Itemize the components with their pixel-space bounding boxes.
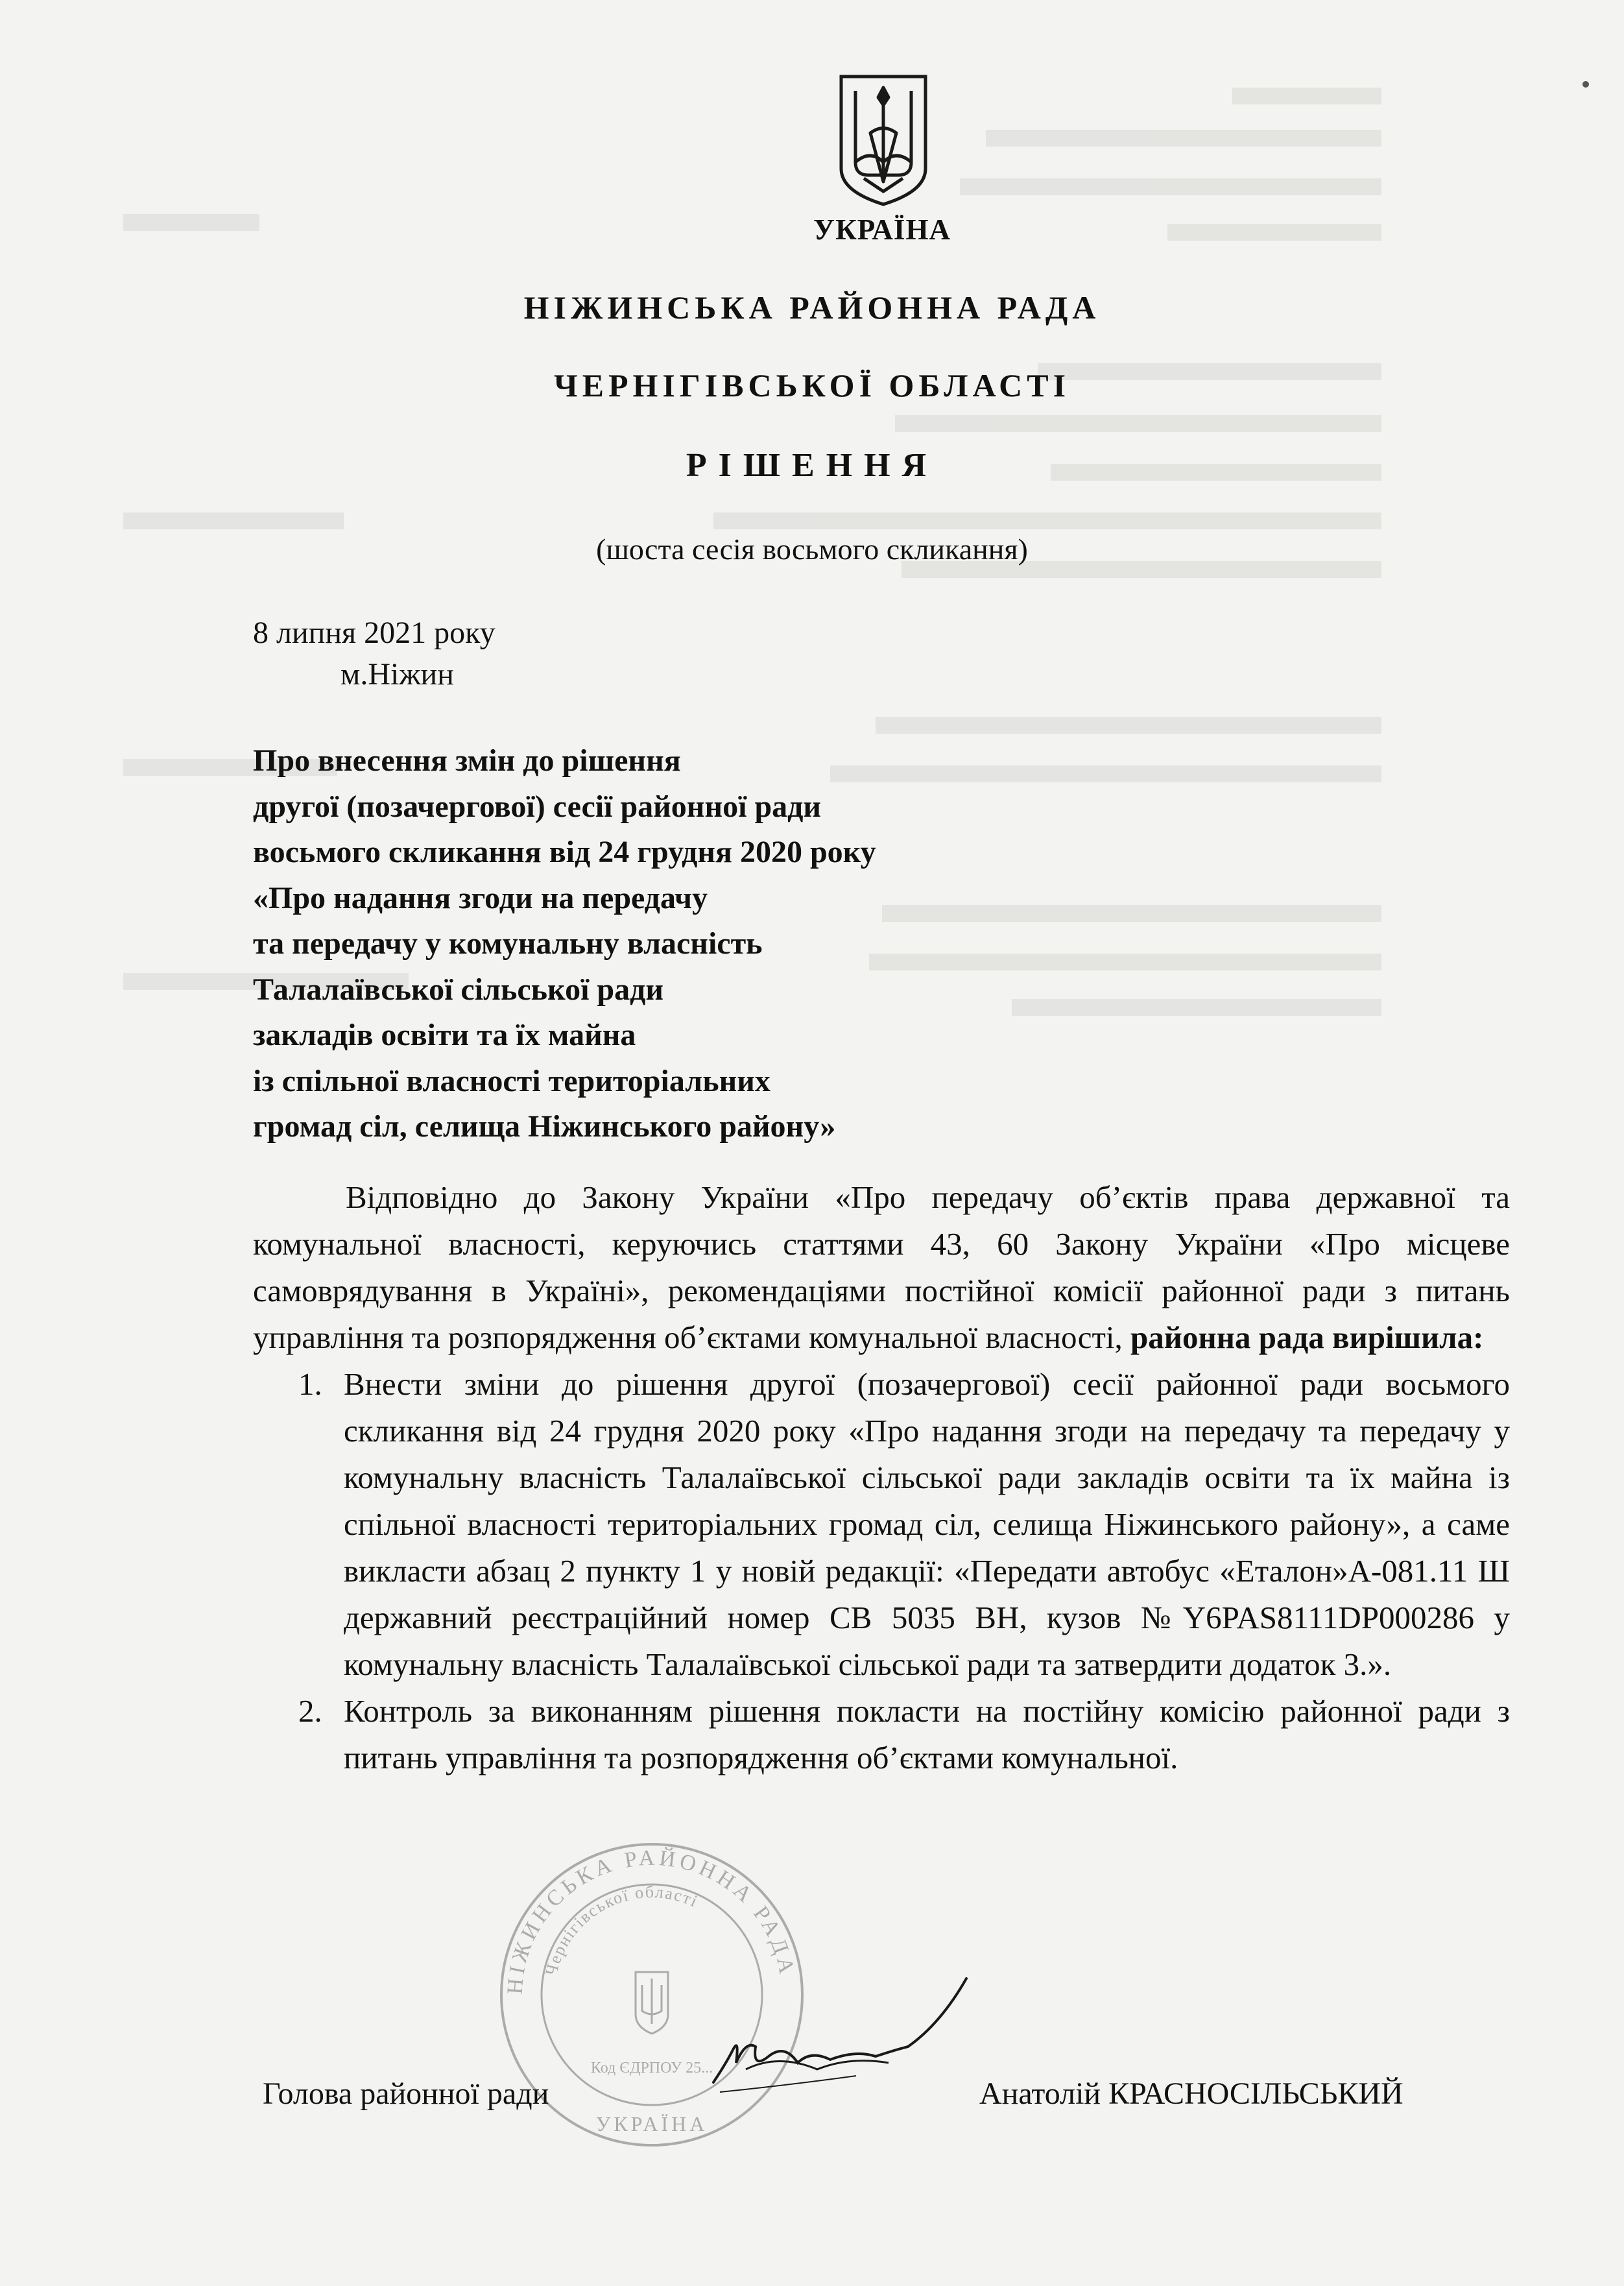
decision-body: [253, 1174, 1510, 1781]
title-line: Талалаївської сільської ради: [253, 972, 664, 1007]
preamble-resolution: районна рада вирішила:: [1130, 1319, 1484, 1355]
council-region: ЧЕРНІГІВСЬКОЇ ОБЛАСТІ: [553, 367, 1071, 403]
title-line: закладів освіти та їх майна: [253, 1018, 636, 1052]
title-line: Про внесення змін до рішення: [253, 743, 681, 778]
preamble-paragraph: [253, 1174, 1510, 1361]
seal-outer-text: НІЖИНСЬКА РАЙОННА РАДА: [503, 1846, 800, 1995]
title-line: громад сіл, селища Ніжинського району»: [253, 1109, 836, 1144]
item-number: 2.: [298, 1693, 322, 1729]
item-text: Контроль за виконанням рішення покласти на постійну комісію районної ради з питань управління та розпорядження об’єктами комунальної.: [344, 1693, 1510, 1775]
title-line: восьмого скликання від 24 грудня 2020 року: [253, 835, 876, 869]
decision-items: [253, 1361, 1510, 1781]
decision-item: [253, 1361, 1510, 1688]
session-info: (шоста сесія восьмого скликання): [596, 533, 1028, 566]
title-line: «Про надання згоди на передачу: [253, 880, 708, 915]
title-line: та передачу у комунальну власність: [253, 926, 763, 961]
title-line: другої (позачергової) сесії районної ради: [253, 789, 822, 824]
country-heading: УКРАЇНА: [813, 213, 951, 246]
seal-country: УКРАЇНА: [595, 2112, 708, 2136]
decision-date: 8 липня 2021 року: [253, 616, 496, 650]
handwritten-signature: [707, 1972, 986, 2108]
item-number: 1.: [298, 1366, 322, 1402]
signatory-position: Голова районної ради: [263, 2076, 549, 2111]
seal-inner-text: Чернігівської області: [542, 1882, 702, 1978]
signatory-name: Анатолій КРАСНОСІЛЬСЬКИЙ: [979, 2076, 1403, 2111]
seal-code: Код ЄДРПОУ 25...: [590, 2060, 713, 2076]
decision-title: [253, 738, 876, 1150]
document-type: РІШЕННЯ: [686, 447, 938, 484]
decision-place: м.Ніжин: [340, 657, 454, 692]
council-name: НІЖИНСЬКА РАЙОННА РАДА: [523, 289, 1101, 326]
coat-of-arms-icon: [835, 71, 932, 208]
item-text: Внести зміни до рішення другої (позачергової) сесії районної ради восьмого скликання від 24 грудня 2020 року «Про надання згоди на передачу та передачу у комунальну власність Талалаївської сільської ради закладів освіти та їх майна із спільної власності територіальних громад сіл, селища Ніжинського району», а саме викласти абзац 2 пункту 1 у новій редакції: «Передати автобус «Еталон»А-081.11 Ш державний реєстраційний номер СВ 5035 ВН, кузов №Y6PAS8111DP000286 у комунальну власність Талалаївської сільської ради та затвердити додаток 3.».: [344, 1366, 1510, 1682]
title-line: із спільної власності територіальних: [253, 1063, 770, 1098]
decision-item: [253, 1688, 1510, 1781]
preamble-text: Відповідно до Закону України «Про передачу об’єктів права державної та комунальної власності, керуючись статтями 43, 60 Закону України «Про місцеве самоврядування в Україні», рекомендаціями постійної комісії районної ради з питань управління та розпорядження об’єктами комунальної власності,: [253, 1179, 1510, 1355]
